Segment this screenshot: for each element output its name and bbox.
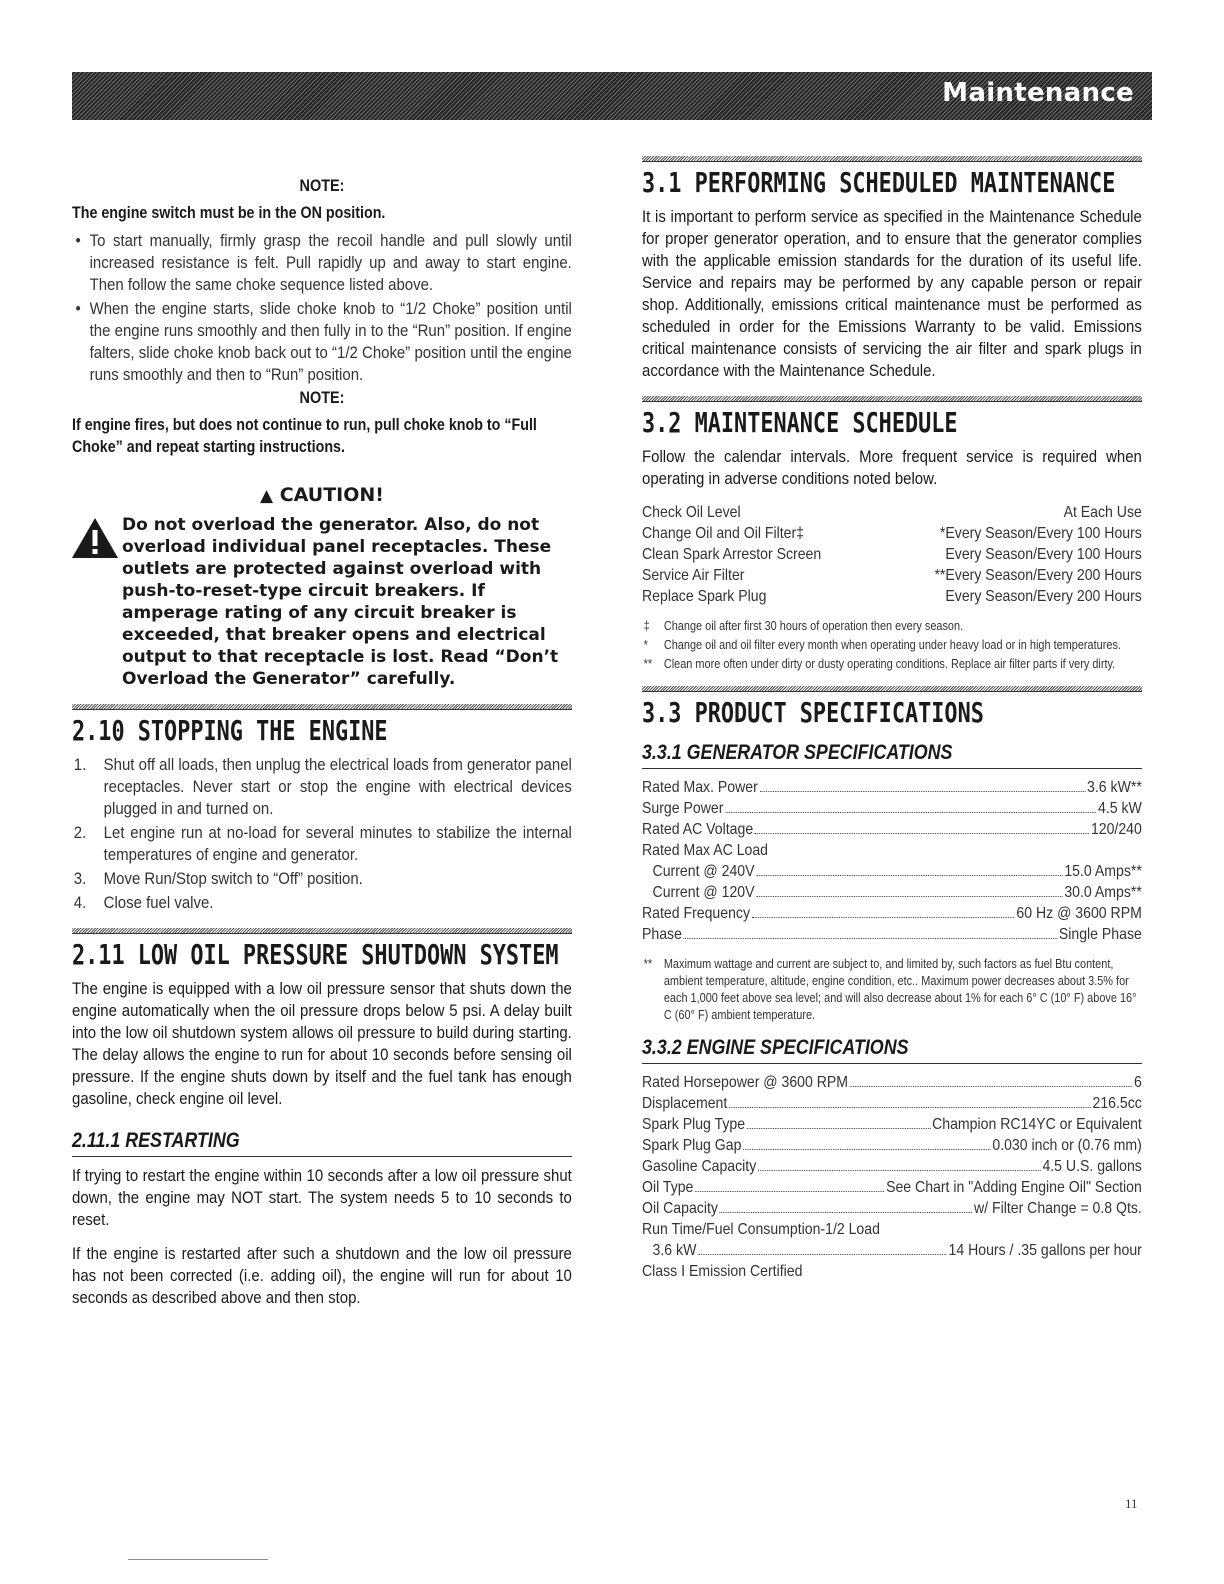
warning-triangle-icon (70, 516, 120, 560)
caution-heading (72, 484, 572, 506)
list-item: 2. Let engine run at no-load for several minutes to stabilize the internal temperatures of engine and generator. (73, 823, 572, 864)
list-item: 3. Move Run/Stop switch to “Off” position. (73, 869, 363, 888)
spec-label: Run Time/Fuel Consumption-1/2 Load (642, 1221, 880, 1238)
table-row: Clean Spark Arrestor Screen Every Season/Every 100 Hours (642, 546, 1142, 563)
start-bullet-list (72, 230, 572, 386)
spec-row: Oil Type See Chart in "Adding Engine Oil" Section (642, 1179, 1142, 1196)
footnote: * Change oil and oil filter every month when operating under heavy load or in high temperatures. (643, 637, 1121, 652)
dot-leader (756, 875, 1062, 876)
dot-leader (725, 812, 1096, 813)
dot-leader (747, 1128, 931, 1129)
right-column (642, 156, 1142, 1282)
restart-paragraph-2: If the engine is restarted after such a shutdown and the low oil pressure has not been corrected (i.e. adding oil), the engine will run for about 10 seconds as described above and then stop. (72, 1244, 572, 1307)
note-title: NOTE: (299, 388, 345, 407)
spec-row: Rated AC Voltage 120/240 (642, 821, 1142, 838)
table-row: Service Air Filter **Every Season/Every 200 Hours (642, 567, 1142, 584)
section-heading-3-1: 3.1 PERFORMING SCHEDULED MAINTENANCE (642, 166, 1116, 199)
dot-leader (756, 896, 1062, 897)
table-row: Change Oil and Oil Filter‡ *Every Season/Every 100 Hours (642, 525, 1142, 542)
section-heading-2-10: 2.10 STOPPING THE ENGINE (72, 714, 388, 747)
spec-row: Current @ 240V 15.0 Amps** (652, 863, 1142, 880)
section-divider (642, 396, 1142, 402)
spec-row: Rated Frequency 60 Hz @ 3600 RPM (642, 905, 1142, 922)
footnote: ** Maximum wattage and current are subject to, and limited by, such factors as fuel Btu content, ambient temperature, altitude, engine condition, etc.. Maximum power decreases about 3.5% for each 1,000 feet above sea level; and will also decrease about 1% for each 6° C (10° F) above 16° C (60° F) ambient temperature. (643, 956, 1137, 1022)
spec-label: Class I Emission Certified (642, 1263, 803, 1280)
section-divider (642, 686, 1142, 692)
section-divider (72, 928, 572, 934)
subsection-heading-3-3-1: 3.3.1 GENERATOR SPECIFICATIONS (642, 740, 1142, 769)
warning-triangle-icon: ▲ (260, 486, 274, 506)
generator-specs (642, 777, 1142, 945)
table-row: Check Oil Level At Each Use (642, 504, 1142, 521)
table-row: Replace Spark Plug Every Season/Every 200 Hours (642, 588, 1142, 605)
dot-leader (743, 1149, 990, 1150)
spec-row: Displacement 216.5cc (642, 1095, 1142, 1112)
engine-specs (642, 1072, 1142, 1282)
dot-leader (729, 1107, 1091, 1108)
section-heading-2-11: 2.11 LOW OIL PRESSURE SHUTDOWN SYSTEM (72, 938, 559, 971)
bullet-item: • To start manually, firmly grasp the recoil handle and pull slowly until increased resistance is felt. Pull rapidly up and away to start engine. Then follow the same choke sequence listed above. (72, 230, 572, 296)
banner-title: Maintenance (942, 78, 1134, 108)
footer-rule (128, 1559, 268, 1560)
spec-row: Rated Max. Power 3.6 kW** (642, 779, 1142, 796)
dot-leader (760, 791, 1086, 792)
dot-leader (698, 1254, 947, 1255)
maintenance-schedule-table (642, 502, 1142, 607)
spec-row: 3.6 kW 14 Hours / .35 gallons per hour (652, 1242, 1142, 1259)
dot-leader (720, 1212, 973, 1213)
dot-leader (755, 833, 1089, 834)
section-divider (642, 156, 1142, 162)
spec-row: Gasoline Capacity 4.5 U.S. gallons (642, 1158, 1142, 1175)
note-title: NOTE: (299, 176, 345, 195)
section-banner (72, 72, 1152, 120)
section-divider (72, 704, 572, 710)
schedule-intro: Follow the calendar intervals. More frequent service is required when operating in adverse conditions noted below. (642, 447, 1142, 488)
dot-leader (752, 917, 1015, 918)
low-oil-paragraph: The engine is equipped with a low oil pressure sensor that shuts down the engine automatically when the oil pressure drops below 5 psi. A delay built into the low oil shutdown system allows oil pressure to build during starting. The delay allows the engine to run for about 10 seconds before sensing oil pressure. If the engine shuts down by itself and the fuel tank has enough gasoline, check engine oil level. (72, 979, 572, 1108)
generator-footnote (642, 955, 1142, 1023)
left-column (72, 150, 572, 1309)
page-number: 11 (1125, 1496, 1138, 1511)
note-text: If engine fires, but does not continue to run, pull choke knob to “Full Choke” and repeat starting instructions. (72, 415, 537, 456)
footnote: ** Clean more often under dirty or dusty operating conditions. Replace air filter parts if very dirty. (643, 656, 1116, 671)
subsection-heading-3-3-2: 3.3.2 ENGINE SPECIFICATIONS (642, 1035, 1142, 1064)
spec-row: Spark Plug Type Champion RC14YC or Equivalent (642, 1116, 1142, 1133)
dot-leader (758, 1170, 1041, 1171)
list-item: 4. Close fuel valve. (73, 893, 214, 912)
bullet-item: • When the engine starts, slide choke knob to “1/2 Choke” position until the engine runs smoothly and then fully in to the “Run” position. If engine falters, slide choke knob back out to “1/2 Choke” position until the engine runs smoothly and then to “Run” position. (72, 298, 572, 386)
dot-leader (684, 938, 1057, 939)
scheduled-maintenance-paragraph: It is important to perform service as specified in the Maintenance Schedule for proper generator operation, and to ensure that the generator complies with the applicable emission standards for the duration of its useful life. Service and repairs may be performed by any capable person or repair shop. Additionally, emissions critical maintenance must be performed as scheduled in order for the Emissions Warranty to be valid. Emissions critical maintenance consists of servicing the air filter and spark plugs in accordance with the Maintenance Schedule. (642, 207, 1142, 380)
stopping-steps-list (72, 754, 572, 914)
caution-block (72, 514, 572, 690)
schedule-footnotes (642, 617, 1142, 672)
spec-row: Current @ 120V 30.0 Amps** (652, 884, 1142, 901)
caution-title: CAUTION! (279, 484, 384, 506)
dot-leader (850, 1086, 1132, 1087)
subsection-heading-2-11-1: 2.11.1 RESTARTING (72, 1128, 572, 1157)
list-item: 1. Shut off all loads, then unplug the electrical loads from generator panel receptacles. Never start or stop the engine with electrical devices plugged in and turned on. (73, 755, 572, 818)
restart-paragraph-1: If trying to restart the engine within 10 seconds after a low oil pressure shut down, the engine may NOT start. The system needs 5 to 10 seconds to reset. (72, 1166, 572, 1229)
caution-text: Do not overload the generator. Also, do not overload individual panel receptacles. These outlets are protected against overload with push-to-reset-type circuit breakers. If amperage rating of any circuit breaker is exceeded, that breaker opens and electrical output to that receptacle is lost. Read “Don’t Overload the Generator” carefully. (122, 515, 559, 689)
section-heading-3-3: 3.3 PRODUCT SPECIFICATIONS (642, 696, 984, 729)
spec-row: Oil Capacity w/ Filter Change = 0.8 Qts. (642, 1200, 1142, 1217)
spec-label: Rated Max AC Load (642, 842, 769, 859)
footnote: ‡ Change oil after first 30 hours of operation then every season. (643, 618, 964, 633)
spec-row: Rated Horsepower @ 3600 RPM 6 (642, 1074, 1142, 1091)
dot-leader (695, 1191, 884, 1192)
spec-row: Phase Single Phase (642, 926, 1142, 943)
spec-row: Surge Power 4.5 kW (642, 800, 1142, 817)
spec-row: Spark Plug Gap 0.030 inch or (0.76 mm) (642, 1137, 1142, 1154)
section-heading-3-2: 3.2 MAINTENANCE SCHEDULE (642, 406, 958, 439)
note-text: The engine switch must be in the ON position. (72, 203, 386, 222)
